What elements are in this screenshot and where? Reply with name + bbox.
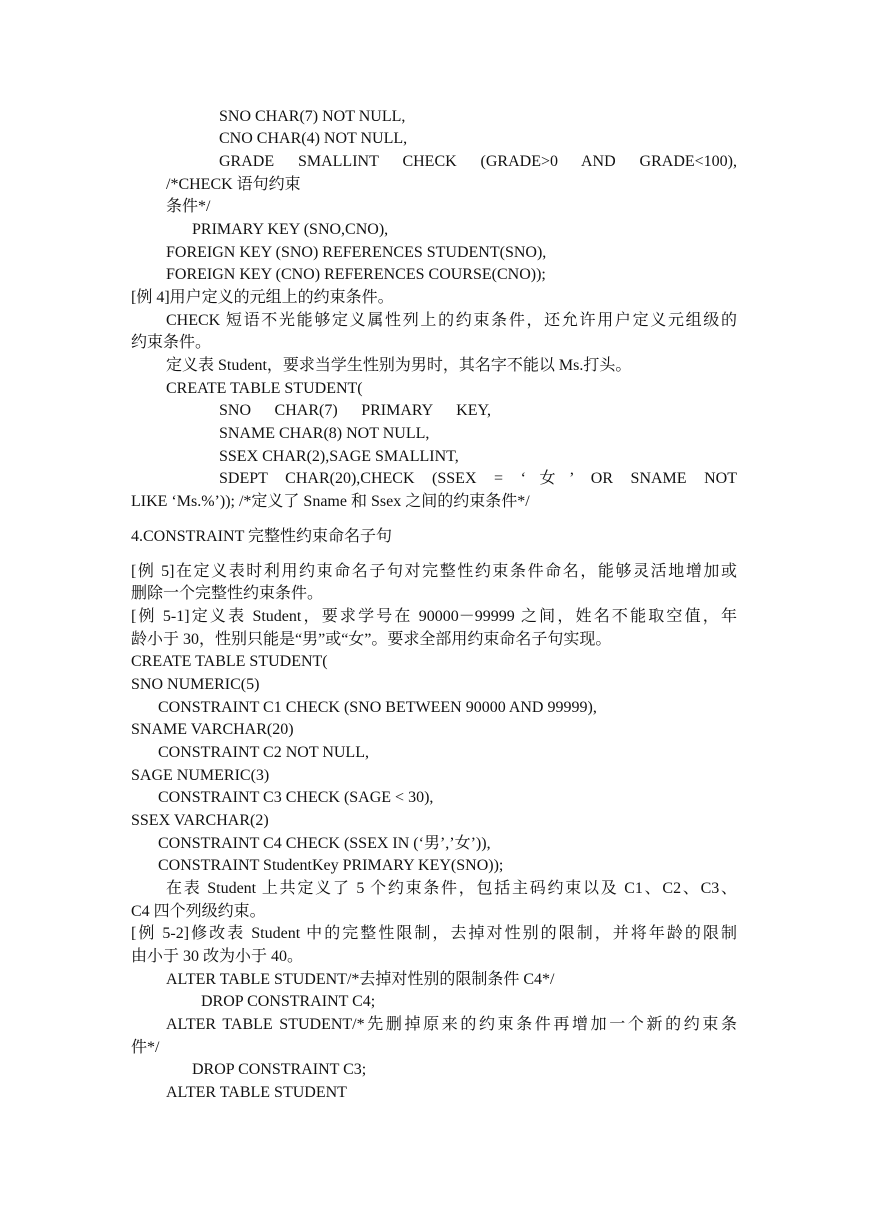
code-line: SDEPT CHAR(20),CHECK (SSEX = ‘女’ OR SNAME NOT — [219, 470, 737, 487]
example-heading: [例 5]在定义表时利用约束命名子句对完整性约束条件命名，能够灵活地增加或 — [131, 563, 737, 580]
paragraph-line: 在表 Student 上共定义了 5 个约束条件，包括主码约束以及 C1、C2、C3、 — [166, 880, 737, 897]
code-line: ALTER TABLE STUDENT/*去掉对性别的限制条件 C4*/ — [166, 971, 555, 988]
paragraph-line: C4 四个列级约束。 — [131, 903, 266, 920]
code-line: SSEX CHAR(2),SAGE SMALLINT, — [219, 448, 459, 465]
code-line: SNO CHAR(7) NOT NULL, — [219, 108, 406, 125]
paragraph-line: 定义表 Student，要求当学生性别为男时，其名字不能以 Ms.打头。 — [166, 357, 632, 374]
code-comment: 条件*/ — [166, 198, 211, 215]
code-line: GRADE SMALLINT CHECK (GRADE>0 AND GRADE<100), — [219, 153, 737, 170]
code-line: DROP CONSTRAINT C4; — [201, 993, 376, 1010]
example-heading: [例 5-1]定义表 Student，要求学号在 90000－99999 之间，姓名不能取空值，年 — [131, 608, 737, 625]
code-line: SNO CHAR(7) PRIMARY KEY, — [219, 402, 491, 419]
code-line: CONSTRAINT C2 NOT NULL, — [158, 744, 369, 761]
code-line: SAGE NUMERIC(3) — [131, 767, 270, 784]
code-line: SSEX VARCHAR(2) — [131, 812, 269, 829]
code-line: ALTER TABLE STUDENT — [166, 1084, 347, 1101]
code-line: SNO NUMERIC(5) — [131, 676, 260, 693]
code-comment: /*CHECK 语句约束 — [166, 176, 301, 193]
code-line: ALTER TABLE STUDENT/*先删掉原来的约束条件再增加一个新的约束条 — [166, 1016, 737, 1033]
code-line: CONSTRAINT C4 CHECK (SSEX IN (‘男’,’女’)), — [158, 835, 491, 852]
code-line: CNO CHAR(4) NOT NULL, — [219, 130, 408, 147]
paragraph-line: 龄小于 30，性别只能是“男”或“女”。要求全部用约束命名子句实现。 — [131, 631, 612, 648]
code-line: FOREIGN KEY (SNO) REFERENCES STUDENT(SNO), — [166, 244, 547, 261]
code-line: PRIMARY KEY (SNO,CNO), — [192, 221, 389, 238]
code-line: FOREIGN KEY (CNO) REFERENCES COURSE(CNO)); — [166, 266, 546, 283]
code-line: SNAME VARCHAR(20) — [131, 721, 294, 738]
paragraph-line: 删除一个完整性约束条件。 — [131, 585, 324, 602]
example-heading: [例 5-2]修改表 Student 中的完整性限制，去掉对性别的限制，并将年龄的限制 — [131, 925, 737, 942]
code-line: DROP CONSTRAINT C3; — [192, 1061, 367, 1078]
section-heading: 4.CONSTRAINT 完整性约束命名子句 — [131, 528, 393, 545]
code-line: CREATE TABLE STUDENT( — [131, 653, 328, 670]
code-line: LIKE ‘Ms.%’)); /*定义了 Sname 和 Ssex 之间的约束条件*/ — [131, 493, 530, 510]
example-heading: [例 4]用户定义的元组上的约束条件。 — [131, 289, 394, 306]
code-line: SNAME CHAR(8) NOT NULL, — [219, 425, 430, 442]
code-line: CONSTRAINT C1 CHECK (SNO BETWEEN 90000 AND 99999), — [158, 699, 597, 716]
code-line: CONSTRAINT StudentKey PRIMARY KEY(SNO)); — [158, 857, 504, 874]
paragraph-line: 由小于 30 改为小于 40。 — [131, 948, 304, 965]
paragraph-line: 约束条件。 — [131, 334, 212, 351]
code-comment: 件*/ — [131, 1039, 160, 1056]
code-line: CREATE TABLE STUDENT( — [166, 380, 363, 397]
paragraph-line: CHECK 短语不光能够定义属性列上的约束条件，还允许用户定义元组级的 — [166, 312, 737, 329]
code-line: CONSTRAINT C3 CHECK (SAGE < 30), — [158, 789, 434, 806]
